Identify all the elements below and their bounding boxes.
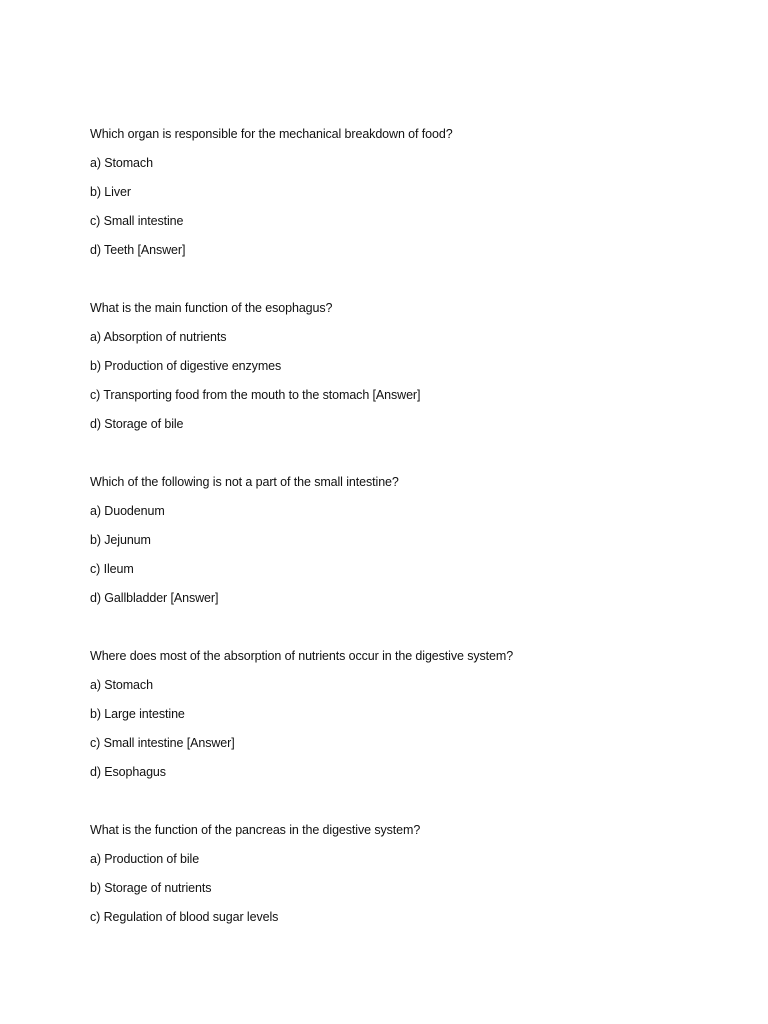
document-page bbox=[90, 120, 730, 961]
question-block bbox=[90, 642, 730, 787]
answer-option: b) Storage of nutrients bbox=[90, 881, 212, 895]
answer-option: a) Duodenum bbox=[90, 504, 165, 518]
answer-option: b) Jejunum bbox=[90, 533, 151, 547]
answer-option: a) Absorption of nutrients bbox=[90, 330, 227, 344]
answer-option: a) Production of bile bbox=[90, 852, 200, 866]
answer-option: d) Gallbladder [Answer] bbox=[90, 591, 219, 605]
answer-option: a) Stomach bbox=[90, 678, 153, 692]
answer-option: b) Large intestine bbox=[90, 707, 185, 721]
answer-option: c) Small intestine bbox=[90, 214, 184, 228]
question-block bbox=[90, 816, 730, 932]
question-text: What is the main function of the esophagus? bbox=[90, 301, 333, 315]
question-text: Which organ is responsible for the mechanical breakdown of food? bbox=[90, 127, 453, 141]
question-text: Which of the following is not a part of the small intestine? bbox=[90, 475, 399, 489]
question-block bbox=[90, 120, 730, 265]
answer-option: a) Stomach bbox=[90, 156, 153, 170]
question-block bbox=[90, 468, 730, 613]
answer-option: b) Production of digestive enzymes bbox=[90, 359, 282, 373]
answer-option: d) Storage of bile bbox=[90, 417, 184, 431]
answer-option: d) Esophagus bbox=[90, 765, 166, 779]
answer-option: c) Small intestine [Answer] bbox=[90, 736, 235, 750]
answer-option: d) Teeth [Answer] bbox=[90, 243, 186, 257]
question-text: What is the function of the pancreas in the digestive system? bbox=[90, 823, 421, 837]
answer-option: c) Transporting food from the mouth to the stomach [Answer] bbox=[90, 388, 421, 402]
question-block bbox=[90, 294, 730, 439]
question-text: Where does most of the absorption of nutrients occur in the digestive system? bbox=[90, 649, 514, 663]
answer-option: c) Regulation of blood sugar levels bbox=[90, 910, 279, 924]
answer-option: c) Ileum bbox=[90, 562, 134, 576]
answer-option: b) Liver bbox=[90, 185, 131, 199]
